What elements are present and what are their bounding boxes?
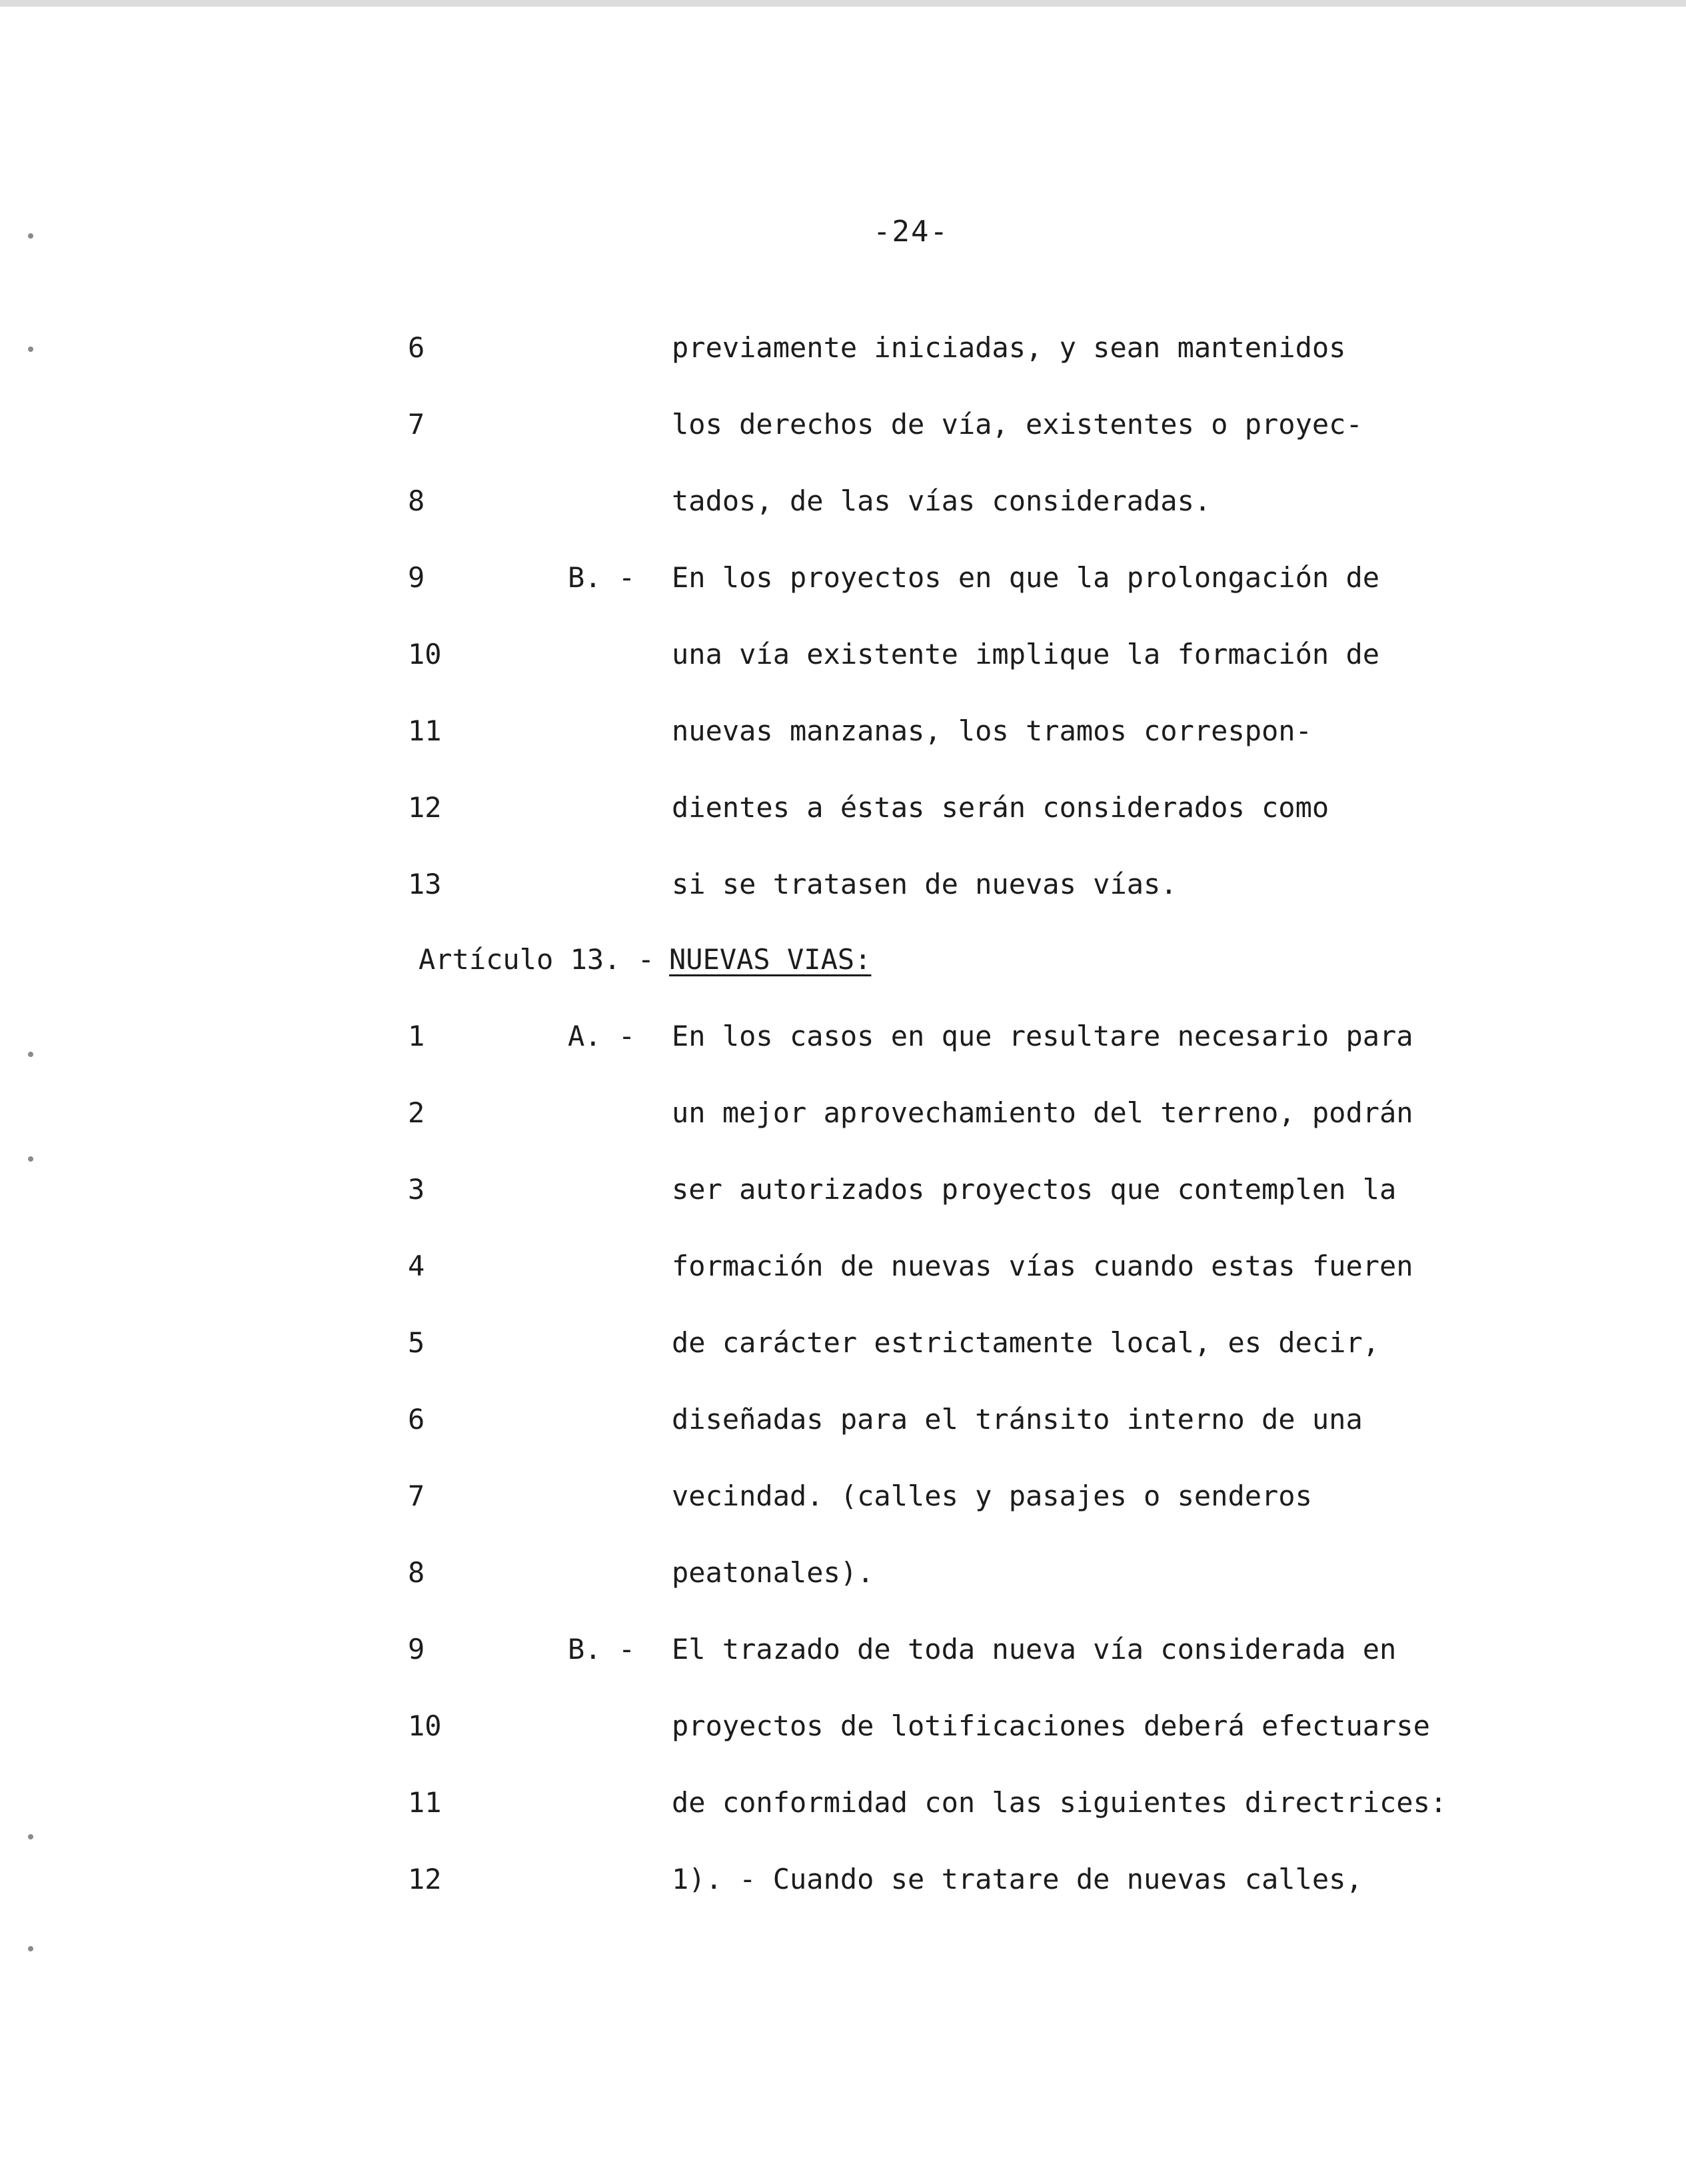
text-line	[0, 1010, 1686, 1063]
margin-speck	[28, 1834, 33, 1839]
line-number: 11	[408, 1786, 442, 1819]
text-line	[0, 1776, 1686, 1829]
line-text: los derechos de vía, existentes o proyec-	[672, 408, 1363, 441]
line-text: dientes a éstas serán considerados como	[672, 791, 1329, 824]
line-number: 11	[408, 714, 442, 747]
line-number: 12	[408, 791, 442, 824]
line-text: En los casos en que resultare necesario para	[672, 1020, 1413, 1052]
line-text: si se tratasen de nuevas vías.	[672, 868, 1178, 900]
text-line	[0, 858, 1686, 911]
text-line	[0, 321, 1686, 375]
line-text: vecindad. (calles y pasajes o senderos	[672, 1480, 1312, 1512]
line-number: 3	[408, 1173, 425, 1206]
line-number: 7	[408, 408, 425, 441]
page-number: -24-	[873, 215, 949, 249]
text-line	[0, 704, 1686, 758]
margin-speck	[28, 233, 33, 239]
line-number: 9	[408, 1633, 425, 1665]
line-text: proyectos de lotificaciones deberá efectuarse	[672, 1709, 1430, 1742]
text-line	[0, 1853, 1686, 1906]
line-number: 10	[408, 638, 442, 670]
line-text: formación de nuevas vías cuando estas fueren	[672, 1250, 1413, 1282]
line-number: 1	[408, 1020, 425, 1052]
line-text: de carácter estrictamente local, es decir,	[672, 1326, 1380, 1359]
text-line	[0, 1546, 1686, 1600]
line-text: ser autorizados proyectos que contemplen la	[672, 1173, 1397, 1206]
line-text: un mejor aprovechamiento del terreno, podrán	[672, 1096, 1413, 1129]
text-line	[0, 1163, 1686, 1216]
text-line	[0, 398, 1686, 451]
line-text: diseñadas para el tránsito interno de una	[672, 1403, 1363, 1436]
margin-speck	[28, 1052, 33, 1057]
line-number: 10	[408, 1709, 442, 1742]
margin-speck	[28, 1946, 33, 1951]
line-number: 6	[408, 1403, 425, 1436]
text-line	[0, 475, 1686, 528]
text-line	[0, 551, 1686, 604]
margin-speck	[28, 347, 33, 352]
line-text: peatonales).	[672, 1556, 874, 1589]
text-line	[0, 628, 1686, 681]
line-number: 9	[408, 561, 425, 594]
article-title: NUEVAS VIAS:	[669, 943, 872, 976]
line-number: 8	[408, 485, 425, 517]
text-line	[0, 1316, 1686, 1370]
line-number: 7	[408, 1480, 425, 1512]
line-number: 6	[408, 331, 425, 364]
line-text: 1). - Cuando se tratare de nuevas calles,	[672, 1863, 1363, 1895]
line-text: una vía existente implique la formación de	[672, 638, 1380, 670]
margin-speck	[28, 1156, 33, 1162]
line-number: 4	[408, 1250, 425, 1282]
clause-marker: B. -	[568, 1633, 636, 1665]
line-number: 13	[408, 868, 442, 900]
text-line	[0, 1623, 1686, 1676]
text-line	[0, 1240, 1686, 1293]
text-line	[0, 1393, 1686, 1446]
clause-marker: B. -	[568, 561, 636, 594]
article-label: Artículo 13. -	[419, 943, 655, 976]
line-text: previamente iniciadas, y sean mantenidos	[672, 331, 1346, 364]
line-text: de conformidad con las siguientes directrices:	[672, 1786, 1447, 1819]
line-number: 5	[408, 1326, 425, 1359]
line-text: En los proyectos en que la prolongación de	[672, 561, 1380, 594]
line-text: tados, de las vías consideradas.	[672, 485, 1212, 517]
text-line	[0, 1086, 1686, 1140]
text-line	[0, 1699, 1686, 1753]
line-text: nuevas manzanas, los tramos correspon-	[672, 714, 1312, 747]
text-line	[0, 781, 1686, 834]
line-number: 2	[408, 1096, 425, 1129]
line-text: El trazado de toda nueva vía considerada en	[672, 1633, 1397, 1665]
article-heading	[0, 933, 1686, 986]
clause-marker: A. -	[568, 1020, 636, 1052]
line-number: 8	[408, 1556, 425, 1589]
text-line	[0, 1470, 1686, 1523]
line-number: 12	[408, 1863, 442, 1895]
